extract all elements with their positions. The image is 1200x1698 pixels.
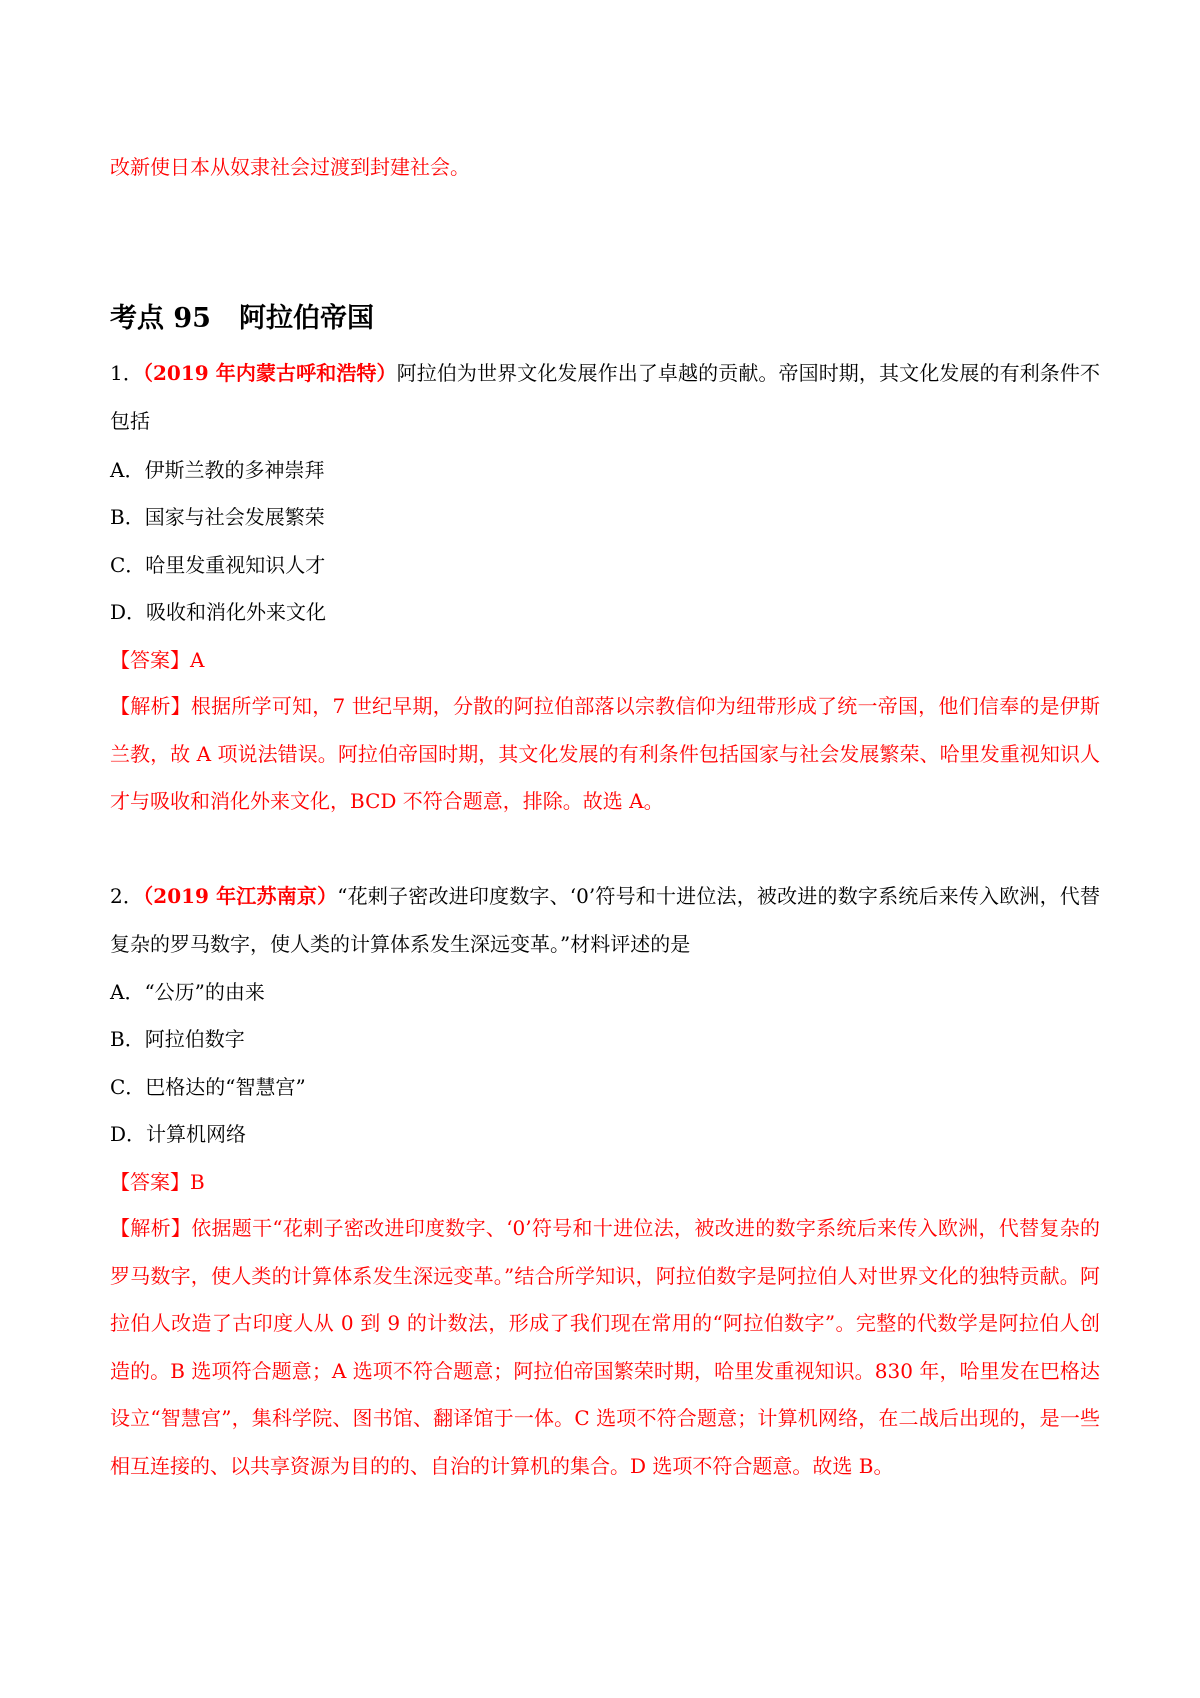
question-text: 阿拉伯为世界文化发展作出了卓越的贡献。帝国时期，其文化发展的有利条件不包括 xyxy=(110,361,1100,433)
analysis-text: 依据题干“花剌子密改进印度数字、‘0’符号和十进位法，被改进的数字系统后来传入欧洲，代替复杂的罗马数字，使人类的计算体系发生深远变革。”结合所学知识，阿拉伯数字是阿拉伯人对世界文化的独特贡献。阿拉伯人改造了古印度人从 0 到 9 的计数法，形成了我们现在常用的“阿拉伯数字”。完整的代数学是阿拉伯人创造的。B 选项符合题意；A 选项不符合题意；阿拉伯帝国繁荣时期，哈里发重视知识。830 年，哈里发在巴格达设立“智慧宫”，集科学院、图书馆、翻译馆于一体。C 选项不符合题意；计算机网络，在二战后出现的，是一些相互连接的、以共享资源为目的的、自治的计算机的集合。D 选项不符合题意。故选 B。 xyxy=(110,1216,1101,1478)
question-1-option-b: B．国家与社会发展繁荣 xyxy=(110,505,325,529)
analysis-text: 根据所学可知，7 世纪早期，分散的阿拉伯部落以宗教信仰为纽带形成了统一帝国，他们信奉的是伊斯兰教，故 A 项说法错误。阿拉伯帝国时期，其文化发展的有利条件包括国家与社会发展繁荣、哈里发重视知识人才与吸收和消化外来文化，BCD 不符合题意，排除。故选 A。 xyxy=(110,694,1101,813)
section-title: 阿拉伯帝国 xyxy=(238,303,374,334)
question-2-option-b: B．阿拉伯数字 xyxy=(110,1027,245,1051)
question-text: “花剌子密改进印度数字、‘0’符号和十进位法，被改进的数字系统后来传入欧洲，代替复杂的罗马数字，使人类的计算体系发生深远变革。”材料评述的是 xyxy=(110,884,1100,956)
question-1-option-d: D．吸收和消化外来文化 xyxy=(110,600,327,624)
section-heading xyxy=(110,296,374,335)
question-number: 2． xyxy=(110,884,144,908)
question-source: （2019 年内蒙古呼和浩特） xyxy=(142,361,397,385)
question-2-answer xyxy=(110,1170,1100,1194)
question-2-option-a: A．“公历”的由来 xyxy=(110,980,265,1004)
answer-value: B xyxy=(190,1170,205,1194)
question-1-option-a: A．伊斯兰教的多神崇拜 xyxy=(110,458,325,482)
question-2-option-c: C．巴格达的“智慧宫” xyxy=(110,1075,306,1099)
question-1-option-c: C．哈里发重视知识人才 xyxy=(110,553,326,577)
question-number: 1． xyxy=(110,361,143,385)
question-1-answer xyxy=(110,648,1100,672)
question-2-analysis xyxy=(110,1205,1100,1490)
carryover-text: 改新使日本从奴隶社会过渡到封建社会。 xyxy=(110,155,470,179)
question-1-analysis xyxy=(110,683,1100,826)
section-code: 考点 95 xyxy=(110,303,211,334)
answer-label: 【答案】 xyxy=(110,1170,190,1194)
question-2-stem xyxy=(110,873,1100,968)
answer-value: A xyxy=(190,648,205,672)
question-1-stem xyxy=(110,350,1100,445)
question-source: （2019 年江苏南京） xyxy=(143,884,338,908)
analysis-label: 【解析】 xyxy=(110,694,191,718)
analysis-label: 【解析】 xyxy=(110,1216,192,1240)
answer-label: 【答案】 xyxy=(110,648,190,672)
question-2-option-d: D．计算机网络 xyxy=(110,1122,247,1146)
